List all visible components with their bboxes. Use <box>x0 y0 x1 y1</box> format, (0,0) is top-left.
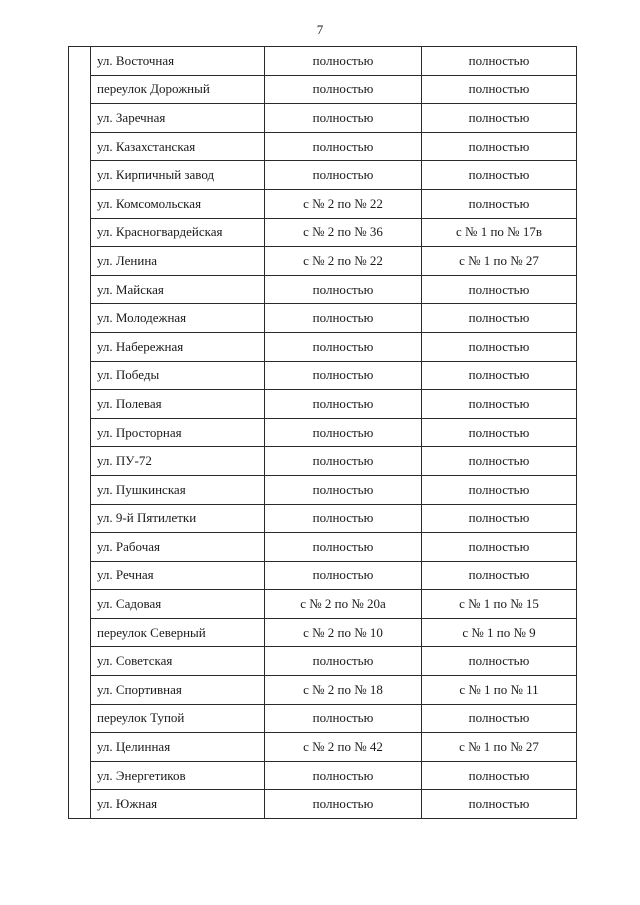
odd-numbers-cell: с № 1 по № 17в <box>422 218 577 247</box>
table-row <box>69 676 577 705</box>
even-numbers-cell: полностью <box>265 533 422 562</box>
index-cell <box>69 533 91 562</box>
even-numbers-cell: полностью <box>265 75 422 104</box>
street-name-cell: ул. Энергетиков <box>91 761 265 790</box>
table-row <box>69 733 577 762</box>
index-cell <box>69 733 91 762</box>
index-cell <box>69 618 91 647</box>
street-name-cell: ул. Целинная <box>91 733 265 762</box>
odd-numbers-cell: с № 1 по № 9 <box>422 618 577 647</box>
street-name-cell: ул. Красногвардейская <box>91 218 265 247</box>
odd-numbers-cell: полностью <box>422 189 577 218</box>
table-row <box>69 447 577 476</box>
even-numbers-cell: с № 2 по № 22 <box>265 247 422 276</box>
odd-numbers-cell: полностью <box>422 561 577 590</box>
even-numbers-cell: полностью <box>265 704 422 733</box>
street-name-cell: переулок Дорожный <box>91 75 265 104</box>
table-row <box>69 533 577 562</box>
table-row <box>69 704 577 733</box>
even-numbers-cell: полностью <box>265 561 422 590</box>
index-cell <box>69 189 91 218</box>
table-row <box>69 47 577 76</box>
odd-numbers-cell: полностью <box>422 47 577 76</box>
even-numbers-cell: полностью <box>265 361 422 390</box>
street-name-cell: ул. Комсомольская <box>91 189 265 218</box>
even-numbers-cell: полностью <box>265 647 422 676</box>
index-cell <box>69 790 91 819</box>
even-numbers-cell: полностью <box>265 475 422 504</box>
odd-numbers-cell: полностью <box>422 418 577 447</box>
even-numbers-cell: с № 2 по № 42 <box>265 733 422 762</box>
even-numbers-cell: полностью <box>265 304 422 333</box>
street-name-cell: ул. Пушкинская <box>91 475 265 504</box>
index-cell <box>69 447 91 476</box>
even-numbers-cell: с № 2 по № 18 <box>265 676 422 705</box>
even-numbers-cell: полностью <box>265 161 422 190</box>
index-cell <box>69 218 91 247</box>
even-numbers-cell: полностью <box>265 275 422 304</box>
index-cell <box>69 390 91 419</box>
table-row <box>69 647 577 676</box>
even-numbers-cell: полностью <box>265 447 422 476</box>
street-name-cell: ул. Советская <box>91 647 265 676</box>
table-row <box>69 418 577 447</box>
odd-numbers-cell: полностью <box>422 647 577 676</box>
even-numbers-cell: полностью <box>265 504 422 533</box>
odd-numbers-cell: полностью <box>422 161 577 190</box>
even-numbers-cell: полностью <box>265 132 422 161</box>
street-name-cell: ул. Рабочая <box>91 533 265 562</box>
street-name-cell: ул. Спортивная <box>91 676 265 705</box>
index-cell <box>69 332 91 361</box>
street-name-cell: ул. Победы <box>91 361 265 390</box>
street-name-cell: ул. Речная <box>91 561 265 590</box>
table-row <box>69 161 577 190</box>
index-cell <box>69 504 91 533</box>
odd-numbers-cell: полностью <box>422 275 577 304</box>
street-name-cell: ул. Ленина <box>91 247 265 276</box>
even-numbers-cell: с № 2 по № 10 <box>265 618 422 647</box>
index-cell <box>69 647 91 676</box>
street-name-cell: ул. Казахстанская <box>91 132 265 161</box>
table-row <box>69 361 577 390</box>
street-name-cell: ул. Садовая <box>91 590 265 619</box>
street-name-cell: ул. 9-й Пятилетки <box>91 504 265 533</box>
street-name-cell: ул. Молодежная <box>91 304 265 333</box>
table-row <box>69 390 577 419</box>
table-body <box>69 47 577 819</box>
odd-numbers-cell: с № 1 по № 27 <box>422 733 577 762</box>
even-numbers-cell: с № 2 по № 20а <box>265 590 422 619</box>
index-cell <box>69 361 91 390</box>
index-cell <box>69 561 91 590</box>
street-name-cell: ул. ПУ-72 <box>91 447 265 476</box>
street-name-cell: ул. Полевая <box>91 390 265 419</box>
index-cell <box>69 761 91 790</box>
odd-numbers-cell: полностью <box>422 104 577 133</box>
street-name-cell: ул. Восточная <box>91 47 265 76</box>
table-row <box>69 275 577 304</box>
even-numbers-cell: с № 2 по № 22 <box>265 189 422 218</box>
index-cell <box>69 676 91 705</box>
odd-numbers-cell: полностью <box>422 332 577 361</box>
odd-numbers-cell: полностью <box>422 390 577 419</box>
even-numbers-cell: полностью <box>265 790 422 819</box>
odd-numbers-cell: с № 1 по № 11 <box>422 676 577 705</box>
street-name-cell: ул. Набережная <box>91 332 265 361</box>
index-cell <box>69 475 91 504</box>
table-row <box>69 504 577 533</box>
odd-numbers-cell: полностью <box>422 533 577 562</box>
table-row <box>69 247 577 276</box>
odd-numbers-cell: полностью <box>422 132 577 161</box>
table-row <box>69 590 577 619</box>
table-row <box>69 761 577 790</box>
odd-numbers-cell: с № 1 по № 15 <box>422 590 577 619</box>
index-cell <box>69 75 91 104</box>
index-cell <box>69 704 91 733</box>
index-cell <box>69 132 91 161</box>
table-row <box>69 75 577 104</box>
even-numbers-cell: полностью <box>265 418 422 447</box>
odd-numbers-cell: полностью <box>422 761 577 790</box>
even-numbers-cell: полностью <box>265 47 422 76</box>
table-row <box>69 475 577 504</box>
street-name-cell: ул. Майская <box>91 275 265 304</box>
table-row <box>69 189 577 218</box>
table-row <box>69 332 577 361</box>
street-name-cell: переулок Тупой <box>91 704 265 733</box>
odd-numbers-cell: полностью <box>422 704 577 733</box>
index-cell <box>69 247 91 276</box>
index-cell <box>69 161 91 190</box>
index-cell <box>69 275 91 304</box>
table-row <box>69 561 577 590</box>
index-cell <box>69 418 91 447</box>
even-numbers-cell: с № 2 по № 36 <box>265 218 422 247</box>
table-row <box>69 618 577 647</box>
street-table <box>68 46 577 819</box>
street-name-cell: ул. Кирпичный завод <box>91 161 265 190</box>
even-numbers-cell: полностью <box>265 332 422 361</box>
even-numbers-cell: полностью <box>265 390 422 419</box>
odd-numbers-cell: полностью <box>422 304 577 333</box>
street-name-cell: ул. Южная <box>91 790 265 819</box>
table-row <box>69 304 577 333</box>
odd-numbers-cell: полностью <box>422 361 577 390</box>
odd-numbers-cell: полностью <box>422 447 577 476</box>
street-name-cell: переулок Северный <box>91 618 265 647</box>
street-name-cell: ул. Заречная <box>91 104 265 133</box>
table-row <box>69 218 577 247</box>
odd-numbers-cell: полностью <box>422 475 577 504</box>
street-name-cell: ул. Просторная <box>91 418 265 447</box>
index-cell <box>69 590 91 619</box>
index-cell <box>69 104 91 133</box>
odd-numbers-cell: полностью <box>422 75 577 104</box>
even-numbers-cell: полностью <box>265 761 422 790</box>
even-numbers-cell: полностью <box>265 104 422 133</box>
table-row <box>69 790 577 819</box>
odd-numbers-cell: с № 1 по № 27 <box>422 247 577 276</box>
odd-numbers-cell: полностью <box>422 504 577 533</box>
odd-numbers-cell: полностью <box>422 790 577 819</box>
index-cell <box>69 304 91 333</box>
table-row <box>69 104 577 133</box>
index-cell <box>69 47 91 76</box>
table-row <box>69 132 577 161</box>
page-number: 7 <box>316 22 324 37</box>
